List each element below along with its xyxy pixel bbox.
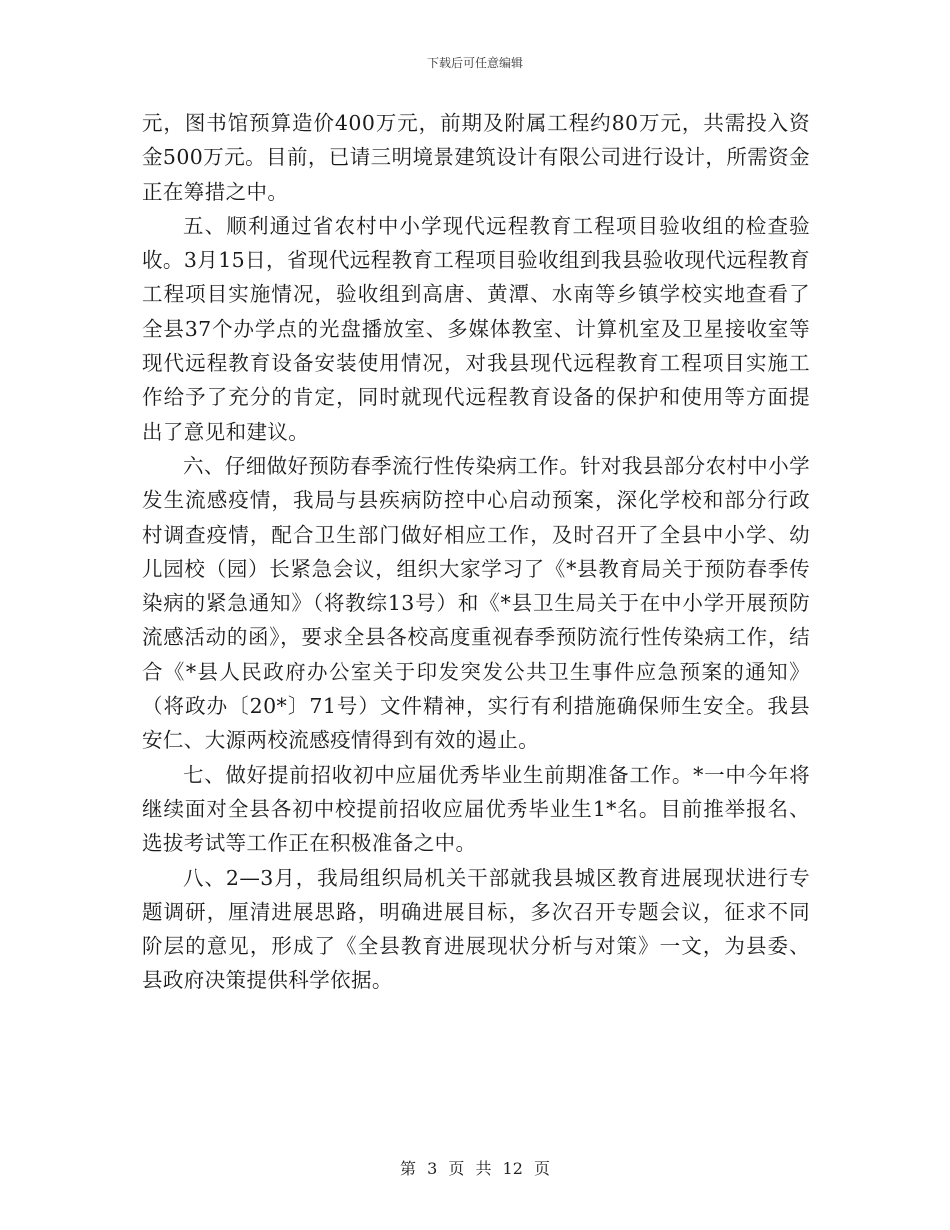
page-header: 下载后可任意编辑 — [426, 56, 523, 70]
paragraph-item-5: 五、顺利通过省农村中小学现代远程教育工程项目验收组的检查验收。3月15日，省现代远程教育工程项目验收组到我县验收现代远程教育工程项目实施情况，验收组到高唐、黄潭、水南等乡镇学校实地查看了全县37个办学点的光盘播放室、多媒体教室、计算机室及卫星接收室等现代远程教育设备安装使用情况，对我县现代远程教育工程项目实施工作给予了充分的肯定，同时就现代远程教育设备的保护和使用等方面提出了意见和建议。 — [142, 213, 810, 444]
page-number-footer: 第 3 页 共 12 页 — [400, 1159, 550, 1178]
paragraph-item-7: 七、做好提前招收初中应届优秀毕业生前期准备工作。*一中今年将继续面对全县各初中校提前招收应届优秀毕业生1*名。目前推举报名、选拔考试等工作正在积极准备之中。 — [142, 762, 810, 856]
paragraph-item-8: 八、2—3月，我局组织局机关干部就我县城区教育进展现状进行专题调研，厘清进展思路，明确进展目标，多次召开专题会议，征求不同阶层的意见，形成了《全县教育进展现状分析与对策》一文，为县委、县政府决策提供科学依据。 — [142, 865, 810, 993]
document-body — [142, 106, 810, 998]
paragraph-item-6: 六、仔细做好预防春季流行性传染病工作。针对我县部分农村中小学发生流感疫情，我局与县疾病防控中心启动预案，深化学校和部分行政村调查疫情，配合卫生部门做好相应工作，及时召开了全县中小学、幼儿园校（园）长紧急会议，组织大家学习了《*县教育局关于预防春季传染病的紧急通知》（将教综13号）和《*县卫生局关于在中小学开展预防流感活动的函》，要求全县各校高度重视春季预防流行性传染病工作，结合《*县人民政府办公室关于印发突发公共卫生事件应急预案的通知》（将政办〔20*〕71号）文件精神，实行有利措施确保师生安全。我县安仁、大源两校流感疫情得到有效的遏止。 — [142, 453, 810, 753]
paragraph-continuation: 元，图书馆预算造价400万元，前期及附属工程约80万元，共需投入资金500万元。目前，已请三明境景建筑设计有限公司进行设计，所需资金正在筹措之中。 — [142, 111, 810, 204]
